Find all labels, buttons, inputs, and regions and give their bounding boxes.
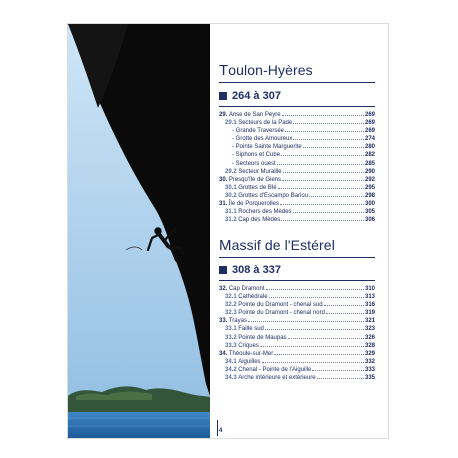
dot-leader xyxy=(303,142,364,148)
entry-page: 292 xyxy=(364,176,375,183)
entry-page: 329 xyxy=(364,350,375,357)
toc-list-toulon xyxy=(219,110,375,223)
dot-leader xyxy=(288,333,364,339)
entry-label: Cap des Mèdes xyxy=(238,217,281,224)
range-divider xyxy=(219,280,375,281)
dot-leader xyxy=(293,207,364,213)
toc-entry[interactable] xyxy=(219,207,375,215)
entry-label: Île de Porquerolles xyxy=(228,201,279,208)
toc-entry[interactable] xyxy=(219,118,375,126)
entry-page: 333 xyxy=(364,366,375,373)
entry-number: 30. xyxy=(219,176,228,183)
entry-page: 332 xyxy=(364,358,375,365)
entry-page: 313 xyxy=(364,294,375,301)
toc-entry[interactable] xyxy=(219,150,375,158)
entry-page: 321 xyxy=(364,318,375,325)
entry-page: 300 xyxy=(364,201,375,208)
dot-leader xyxy=(280,199,364,205)
dot-leader xyxy=(278,183,364,189)
range-divider xyxy=(219,106,375,107)
page-number: 4 xyxy=(219,428,223,434)
dot-leader xyxy=(262,357,364,363)
toc-entry[interactable] xyxy=(219,110,375,118)
dot-leader xyxy=(293,134,364,140)
entry-page: 310 xyxy=(364,286,375,292)
entry-number: 32.2 xyxy=(225,302,237,309)
page-range-heading: 308 à 337 xyxy=(219,264,281,276)
dot-leader xyxy=(274,349,364,355)
entry-label: Aiguilles xyxy=(238,358,261,365)
entry-label: Chenal - Pointe de l'Aiguille xyxy=(238,366,312,373)
dot-leader xyxy=(317,373,364,379)
entry-number: 30.1 xyxy=(225,184,237,191)
entry-label: Secteur Muraille xyxy=(238,168,282,175)
dot-leader xyxy=(282,175,364,181)
entry-label: - Grande Traversée xyxy=(232,128,285,135)
toc-entry[interactable] xyxy=(219,175,375,183)
entry-page: 269 xyxy=(364,112,375,118)
entry-page: 335 xyxy=(364,375,375,382)
dot-leader xyxy=(324,300,364,306)
entry-label: Grottes d'Escampo Bariou xyxy=(238,192,309,199)
dot-leader xyxy=(326,308,364,314)
entry-number: 30.2 xyxy=(225,192,237,199)
toc-entry[interactable] xyxy=(219,191,375,199)
entry-number: 33.3 xyxy=(225,342,237,349)
entry-label: - Siphons et Cube xyxy=(232,152,281,159)
toc-entry[interactable] xyxy=(219,134,375,142)
entry-label: Arche intérieure et extérieure xyxy=(238,375,316,382)
square-bullet-icon xyxy=(219,266,227,274)
toc-entry[interactable] xyxy=(219,142,375,150)
dot-leader xyxy=(282,110,364,116)
entry-page: 298 xyxy=(364,192,375,199)
entry-page: 280 xyxy=(364,144,375,151)
entry-number: 34. xyxy=(219,350,228,357)
region-title-esterel: Massif de l'Estérel xyxy=(219,237,335,254)
entry-page: 295 xyxy=(364,184,375,191)
entry-number: 31.2 xyxy=(225,217,237,224)
entry-label: Grottes de Blé xyxy=(238,184,277,191)
toc-entry[interactable] xyxy=(219,126,375,134)
dot-leader xyxy=(260,341,364,347)
entry-number: 31.1 xyxy=(225,209,237,216)
toc-entry[interactable] xyxy=(219,316,375,324)
entry-page: 305 xyxy=(364,209,375,216)
entry-number: 33.2 xyxy=(225,334,237,341)
dot-leader xyxy=(312,365,364,371)
entry-number: 29. xyxy=(219,112,228,118)
toc-entry[interactable] xyxy=(219,373,375,381)
region-divider xyxy=(219,82,375,83)
dot-leader xyxy=(285,126,364,132)
toc-entry[interactable] xyxy=(219,333,375,341)
entry-page: 274 xyxy=(364,136,375,143)
region-divider xyxy=(219,257,375,258)
entry-label: - Grotte des Amoureux xyxy=(232,136,293,143)
entry-label: Faille sud xyxy=(238,326,264,333)
entry-number: 32. xyxy=(219,286,228,292)
dot-leader xyxy=(277,159,364,165)
entry-label: Presqu'île de Giens xyxy=(228,176,282,183)
entry-label: Rochers des Mèdes xyxy=(238,209,292,216)
region-title-toulon: Toulon-Hyères xyxy=(219,62,313,79)
entry-label: Secteurs de la Pade xyxy=(238,120,293,127)
entry-number: 31. xyxy=(219,201,228,208)
entry-number: 34.1 xyxy=(225,358,237,365)
toc-entry[interactable] xyxy=(219,300,375,308)
book-page xyxy=(68,24,388,438)
entry-label: Pointe de Maupas xyxy=(238,334,287,341)
toc-entry[interactable] xyxy=(219,159,375,167)
page-range-heading: 264 à 307 xyxy=(219,90,281,102)
toc-entry[interactable] xyxy=(219,341,375,349)
entry-page: 326 xyxy=(364,334,375,341)
entry-page: 285 xyxy=(364,160,375,167)
entry-number: 34.2 xyxy=(225,366,237,373)
entry-label: Pointe du Dramont - chenal sud xyxy=(238,302,323,309)
toc-entry[interactable] xyxy=(219,292,375,300)
dot-leader xyxy=(269,292,364,298)
entry-number: 32.1 xyxy=(225,294,237,301)
entry-number: 29.2 xyxy=(225,168,237,175)
entry-number: 33. xyxy=(219,318,228,325)
entry-page: 323 xyxy=(364,326,375,333)
entry-page: 328 xyxy=(364,342,375,349)
entry-page: 306 xyxy=(364,217,375,224)
toc-entry[interactable] xyxy=(219,199,375,207)
entry-page: 269 xyxy=(364,128,375,135)
entry-page: 316 xyxy=(364,302,375,309)
dot-leader xyxy=(283,167,364,173)
entry-page: 290 xyxy=(364,168,375,175)
toc-entry[interactable] xyxy=(219,183,375,191)
toc-entry[interactable] xyxy=(219,349,375,357)
entry-label: Cathédrale xyxy=(238,294,268,301)
entry-page: 269 xyxy=(364,120,375,127)
climber-photo xyxy=(68,24,210,438)
dot-leader xyxy=(281,150,364,156)
entry-label: Trayas xyxy=(228,318,247,325)
entry-number: 29.1 xyxy=(225,120,237,127)
entry-label: Théoule-sur-Mer xyxy=(228,350,274,357)
toc-entry[interactable] xyxy=(219,167,375,175)
entry-label: Cap Dramont xyxy=(228,286,265,292)
entry-label: - Pointe Sainte Marguerite xyxy=(232,144,302,151)
dot-leader xyxy=(309,191,364,197)
entry-label: Criques xyxy=(238,342,259,349)
toc-entry[interactable] xyxy=(219,365,375,373)
toc-entry[interactable] xyxy=(219,308,375,316)
square-bullet-icon xyxy=(219,92,227,100)
toc-list-esterel xyxy=(219,284,375,381)
page-number-rule xyxy=(217,420,218,436)
dot-leader xyxy=(281,215,364,221)
entry-label: Anse de San Peyre xyxy=(228,112,281,118)
toc-entry[interactable] xyxy=(219,357,375,365)
entry-label: - Secteurs ouest xyxy=(232,160,276,167)
dot-leader xyxy=(266,284,364,290)
toc-entry[interactable] xyxy=(219,284,375,292)
entry-page: 282 xyxy=(364,152,375,159)
entry-page: 319 xyxy=(364,310,375,317)
dot-leader xyxy=(265,324,364,330)
dot-leader xyxy=(248,316,364,322)
toc-entry[interactable] xyxy=(219,324,375,332)
entry-number: 34.3 xyxy=(225,375,237,382)
entry-number: 33.1 xyxy=(225,326,237,333)
entry-number: 32.3 xyxy=(225,310,237,317)
entry-label: Pointe du Dramont - chenal nord xyxy=(238,310,325,317)
toc-entry[interactable] xyxy=(219,215,375,223)
dot-leader xyxy=(293,118,364,124)
